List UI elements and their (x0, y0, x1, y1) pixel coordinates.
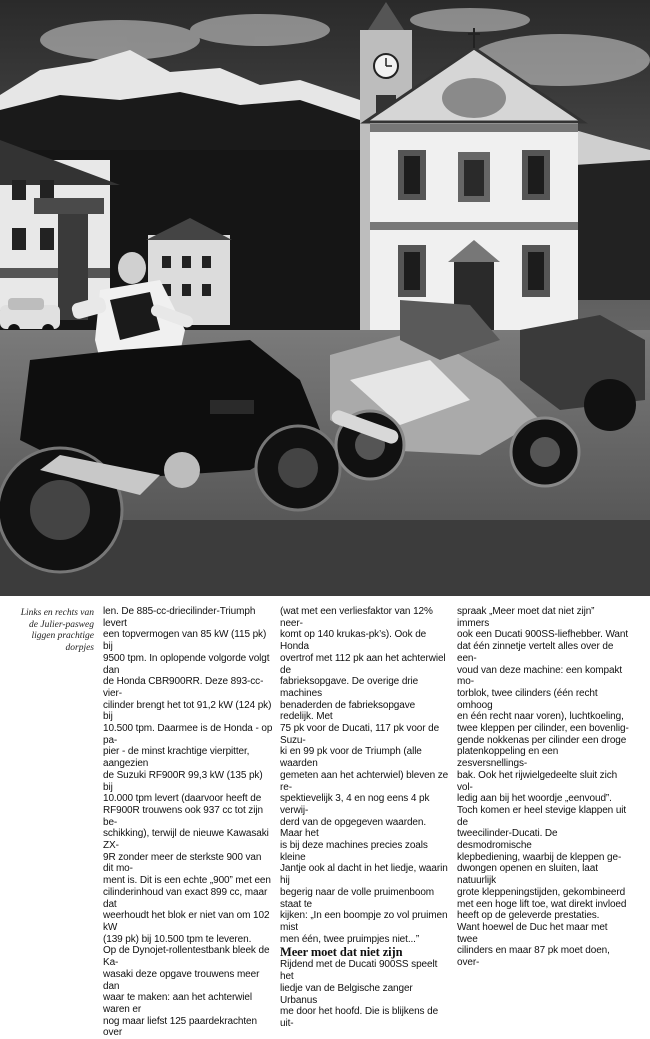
text-line: heeft op de geleverde prestaties. (457, 910, 600, 922)
text-line: ook een Ducati 900SS-liefhebber. Want (457, 629, 629, 641)
text-line: ment is. Dit is een echte „900” met een (103, 875, 271, 887)
text-line: dat één zinnetje vertelt alles over de een- (457, 641, 614, 664)
text-line: 10.000 tpm levert (daarvoor heeft de (103, 793, 262, 805)
text-line: bak. Ook het rijwielgedeelte sluit zich vol- (457, 769, 618, 793)
text-line: dwongen openen en sluiten, laat natuurlijk (457, 863, 598, 887)
text-line: gemeten aan het achterwiel) bleven ze re- (280, 769, 449, 793)
text-line: nog maar liefst 125 paardekrachten over (103, 1015, 257, 1039)
caption-line: de Julier-pasweg (29, 619, 94, 630)
text-line: (wat met een verliesfaktor van 12% neer- (280, 606, 433, 629)
text-line: len. De 885-cc-driecilinder-Triumph levert (103, 606, 256, 629)
text-line: cilinder brengt het tot 91,2 kW (124 pk) bij (103, 699, 272, 723)
text-line: gende nokkenas per cilinder een droge (457, 734, 627, 746)
section-subheading: Meer moet dat niet zijn (280, 945, 403, 960)
text-line: platenkoppeling en een zesversnellings- (457, 746, 559, 770)
text-line: grote kleppeningstijden, gekombineerd (457, 886, 626, 898)
text-line: 10.500 tpm. Daarmee is de Honda - op pa- (103, 723, 273, 746)
text-line: RF900R trouwens ook 937 cc tot zijn be- (103, 804, 263, 828)
text-line: de Honda CBR900RR. Deze 893-cc-vier- (103, 676, 264, 699)
text-line: overtrof met 112 pk aan het achterwiel de (280, 652, 446, 676)
text-line: Want hoewel de Duc het maar met twee (457, 921, 608, 945)
text-line: en één recht naar voren), luchtkoeling, (457, 711, 624, 723)
text-line: Jantje ook al dacht in het liedje, waarin hij (280, 863, 448, 887)
text-line: wasaki deze opgave trouwens meer dan (103, 968, 260, 992)
text-line: 75 pk voor de Ducati, 117 pk voor de Suzu- (280, 723, 440, 746)
article-column-1 (103, 606, 273, 1039)
text-line: kijken: „In een boompje zo vol pruimen mist (280, 910, 448, 933)
text-line: ki en 99 pk voor de Triumph (alle waarden (280, 746, 422, 770)
text-line: spraak „Meer moet dat niet zijn” immers (457, 606, 595, 629)
text-line: waar te maken: aan het achterwiel waren er (103, 992, 253, 1015)
text-line: fabrieksopgave. De overige drie machines (280, 676, 419, 699)
text-line: 9R zonder meer de sterkste 900 van dit mo- (103, 851, 262, 875)
caption-line: liggen prachtige (31, 631, 94, 641)
text-line: een topvermogen van 85 kW (115 pk) bij (103, 629, 267, 653)
text-line: komt op 140 krukas-pk’s). Ook de Honda (280, 629, 427, 653)
text-line: ledig aan bij het woordje „eenvoud”. (457, 793, 612, 805)
text-line: men één, twee pruimpjes niet...” (280, 933, 420, 945)
text-line: derd van de opgegeven waarden. Maar het (280, 816, 427, 840)
text-line: tweecilinder-Ducati. De desmodromische (457, 828, 558, 852)
text-line: Op de Dynojet-rollentestbank bleek de Ka- (103, 945, 270, 969)
text-line: Rijdend met de Ducati 900SS speelt het (280, 959, 438, 983)
article-column-2 (280, 606, 450, 1030)
text-line: torblok, twee cilinders (één recht omhoog (457, 687, 598, 711)
article-column-3 (457, 606, 629, 969)
text-line: de Suzuki RF900R 99,3 kW (135 pk) bij (103, 769, 263, 793)
text-line: twee kleppen per cilinder, een bovenlig- (457, 723, 629, 735)
text-line: 9500 tpm. In oplopende volgorde volgt dan (103, 652, 270, 676)
text-line: weerhoudt het blok er niet van om 102 kW (103, 910, 270, 933)
text-line: pier - de minst krachtige vierpitter, aangezien (103, 746, 250, 770)
caption-line: dorpjes (65, 642, 94, 653)
text-line: voud van deze machine: een kompakt mo- (457, 664, 623, 688)
text-line: klepbediening, waarbij de kleppen ge- (457, 851, 622, 863)
photo-caption (14, 608, 94, 654)
text-line: Toch komen er heel stevige klappen uit de (457, 804, 627, 828)
text-line: is bij deze machines precies zoals kleine (280, 840, 428, 863)
text-line: benaderden de fabrieksopgave redelijk. Met (280, 699, 416, 723)
text-line: cilinders en maar 87 pk moet doen, over- (457, 945, 610, 969)
text-line: cilinderinhoud van exact 899 cc, maar dat (103, 886, 268, 910)
text-line: me door het hoofd. Die is blijkens de uit- (280, 1006, 439, 1029)
text-line: schikking), terwijl de nieuwe Kawasaki ZX- (103, 828, 269, 852)
text-line: (139 pk) bij 10.500 tpm te leveren. (103, 933, 252, 945)
text-line: met een hoge lift toe, wat direkt invloed (457, 898, 627, 910)
text-line: spektievelijk 3, 4 en nog eens 4 pk verwij- (280, 793, 430, 816)
caption-line: Links en rechts van (20, 608, 94, 618)
text-line: liedje van de Belgische zanger Urbanus (280, 982, 413, 1006)
text-line: begerig naar de volle pruimenboom staat te (280, 886, 435, 910)
